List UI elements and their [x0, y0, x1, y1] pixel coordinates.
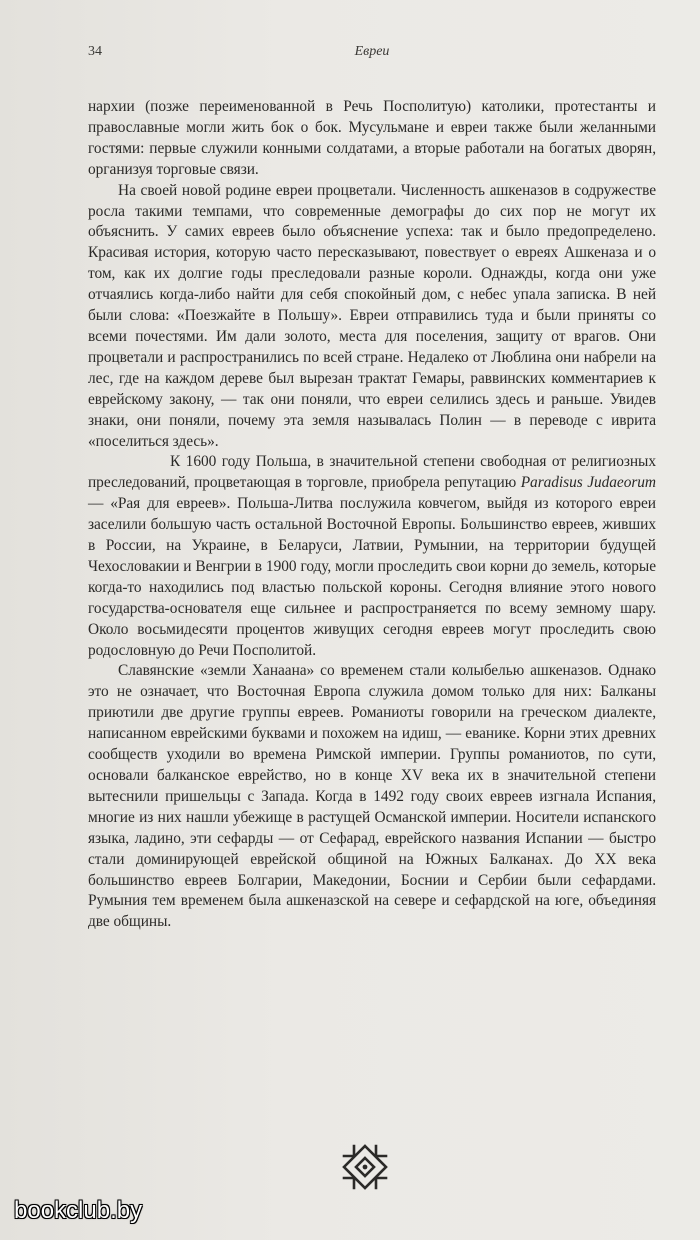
paragraph-continuation: нархии (позже переименованной в Речь Посполитую) католики, протестанты и православные могли жить бок о бок. Мусульмане и евреи также были желанными гостями: первые служили конными солдатами, а вторые работали на богатых дворян, организуя торговые связи.	[88, 98, 656, 178]
paragraph-legend-of-polin: На своей новой родине евреи процветали. Численность ашкеназов в содружестве росла такими темпами, что современные демографы до сих пор не могут их объяснить. У самих евреев было объяснение успеха: так и было предопределено. Красивая история, которую часто пересказывают, повествует о евреях Ашкеназа и о том, как их долгие годы преследовали разные короли. Однажды, когда они уже отчаялись когда-либо найти для себя спокойный дом, с небес упала записка. В ней были слова: «Поезжайте в Польшу». Евреи отправились туда и были приняты со всеми почестями. Им дали золото, места для поселения, защиту от врагов. Они процветали и распространились по всей стране. Недалеко от Люблина они набрели на лес, где на каждом дереве был вырезан трактат Гемары, раввинских комментариев к еврейскому закону, — так они поняли, что евреи селились здесь и раньше. Увидев знаки, они поняли, почему эта земля называлась Полин — в переводе с иврита «поселиться здесь».	[88, 181, 656, 450]
watermark: bookclub.by	[14, 1197, 143, 1224]
body-text	[88, 97, 656, 933]
page-number: 34	[88, 44, 102, 59]
paragraph-balkan-jews: Славянские «земли Ханаана» со временем стали колыбелью ашкеназов. Однако это не означает, что Восточная Европа служила домом только для них: Балканы приютили две другие группы евреев. Романиоты говорили на греческом диалекте, написанном еврейскими буквами и похожем на идиш, — еванике. Корни этих древних сообществ уходили во времена Римской империи. Группы романиотов, по сути, основали балканское еврейство, но в конце XV века их в значительной степени вытеснили пришельцы с Запада. Когда в 1492 году своих евреев изгнала Испания, многие из них нашли убежище в растущей Османской империи. Носители испанского языка, ладино, эти сефарды — от Сефарад, еврейского названия Испании — быстро стали доминирующей еврейской общиной на Южных Балканах. До XX века большинство евреев Болгарии, Македонии, Боснии и Сербии были сефардами. Румыния тем временем была ашкеназской на севере и сефардской на юге, объединяя две общины.	[88, 662, 656, 931]
paragraph-paradisus-judaeorum: К 1600 году Польша, в значительной степени свободная от религиозных преследований, процветающая в торговле, приобрела репутацию Paradisus Judaeorum — «Рая для евреев». Польша-Литва послужила ковчегом, выйдя из которого евреи заселили большую часть остальной Восточной Европы. Большинство евреев, живших в России, на Украине, в Беларуси, Латвии, Румынии, на территории будущей Чехословакии и Венгрии в 1900 году, могли проследить свои корни до земель, которые когда-то находились под властью польской короны. Сегодня влияние этого нового государства-основателя еще сильнее и распространяется по всему земному шару. Около восьмидесяти процентов живущих сегодня евреев могут проследить свою родословную до Речи Посполитой.	[88, 453, 656, 659]
page-header	[88, 44, 656, 68]
diamond-knot-ornament-icon	[340, 1142, 390, 1192]
running-title: Евреи	[354, 44, 390, 59]
